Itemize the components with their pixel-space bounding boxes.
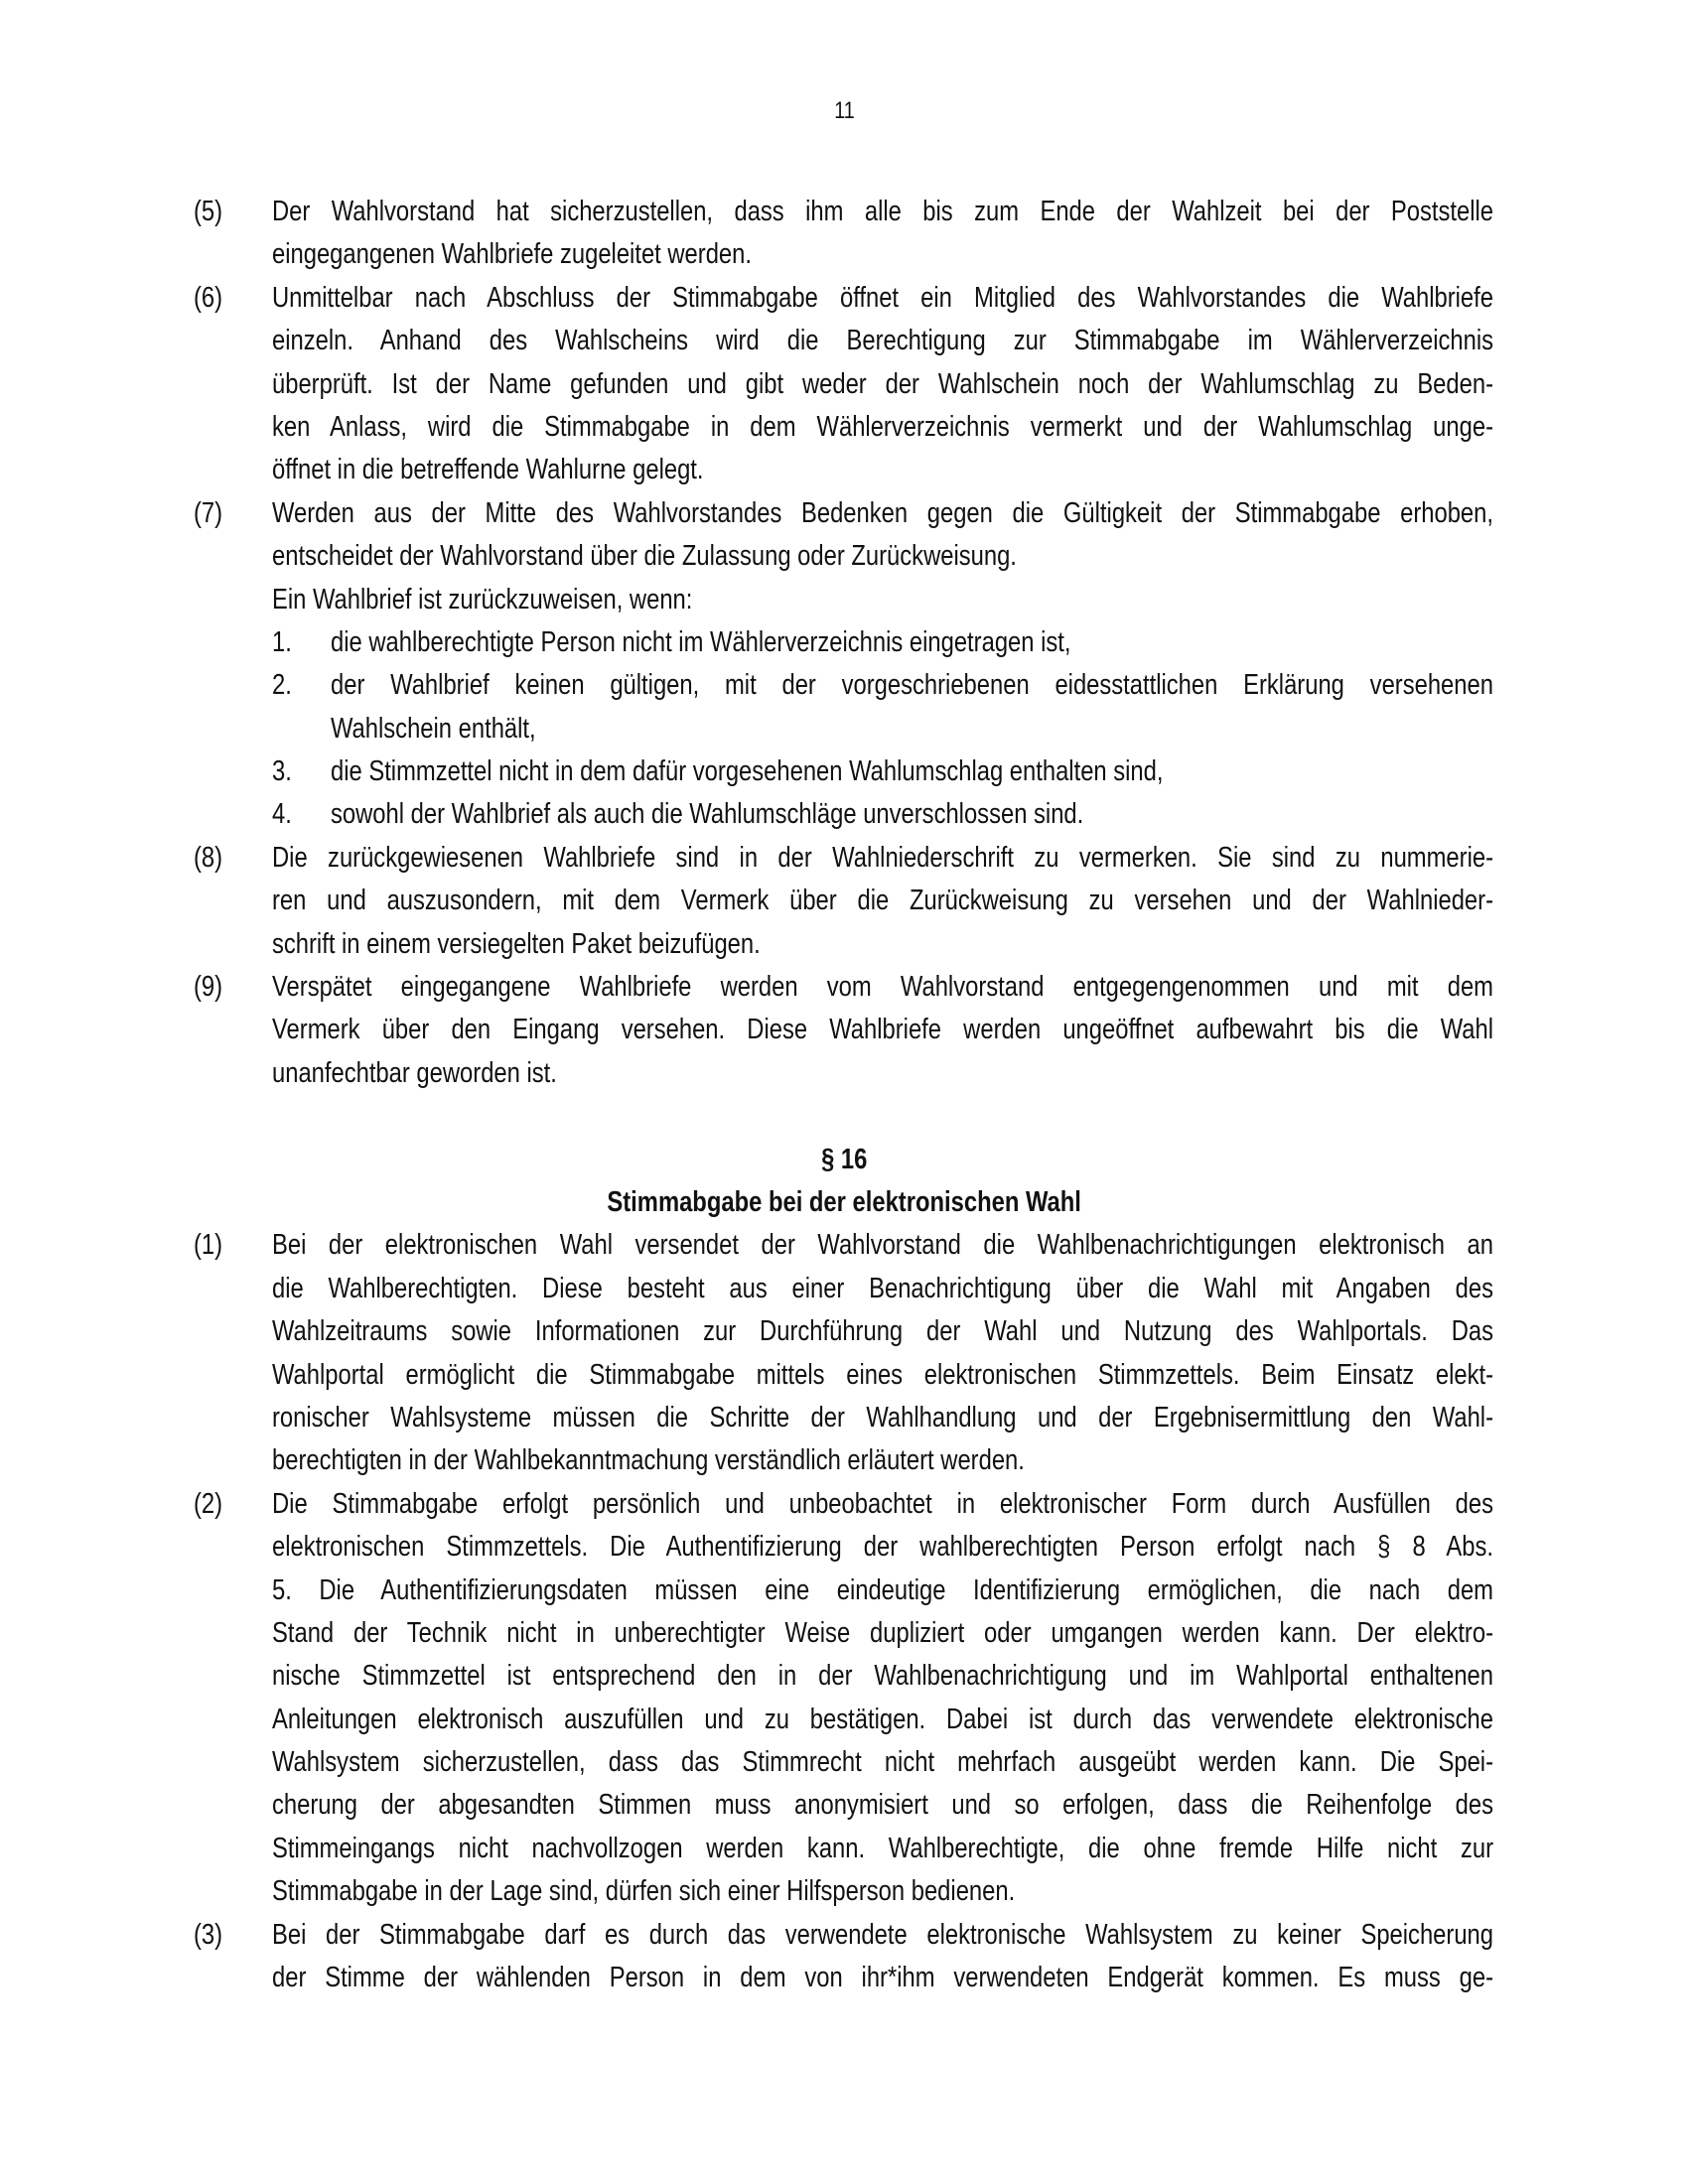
line-text: der Stimme der wählenden Person in dem von ihr*ihm verwendeten Endgerät kommen. Es muss ge- xyxy=(272,1962,1493,1994)
line-text: die wahlberechtigte Person nicht im Wählerverzeichnis eingetragen ist, xyxy=(331,625,1071,658)
text-line xyxy=(194,1224,1494,1267)
line-text: nische Stimmzettel ist entsprechend den in der Wahlbenachrichtigung und im Wahlportal enthaltenen xyxy=(272,1660,1493,1693)
text-line xyxy=(194,1009,1494,1051)
text-line xyxy=(194,233,1494,276)
line-text: einzeln. Anhand des Wahlscheins wird die Berechtigung zur Stimmabgabe im Wählerverzeichnis xyxy=(272,325,1493,357)
line-text: Unmittelbar nach Abschluss der Stimmabgabe öffnet ein Mitglied des Wahlvorstandes die Wahlbriefe xyxy=(272,281,1493,314)
line-text: Die zurückgewiesenen Wahlbriefe sind in der Wahlniederschrift zu vermerken. Sie sind zu nummerie- xyxy=(272,841,1493,874)
text-line xyxy=(194,1268,1494,1310)
text-line xyxy=(194,1052,1494,1095)
text-line xyxy=(194,1870,1494,1913)
text-line xyxy=(194,1914,1494,1957)
text-line xyxy=(194,363,1494,406)
spacer xyxy=(194,1095,1494,1138)
line-text: öffnet in die betreffende Wahlurne gelegt. xyxy=(272,454,704,486)
section-number xyxy=(0,1139,1688,1181)
line-text: Bei der Stimmabgabe darf es durch das verwendete elektronische Wahlsystem zu keiner Speicherung xyxy=(272,1918,1493,1951)
text-line xyxy=(194,664,1494,707)
text-line xyxy=(194,449,1494,491)
section-title xyxy=(0,1181,1688,1224)
text-line xyxy=(194,1397,1494,1439)
line-text: die Wahlberechtigten. Diese besteht aus einer Benachrichtigung über die Wahl mit Angaben des xyxy=(272,1272,1493,1304)
list-number: 4. xyxy=(272,798,292,831)
line-text: cherung der abgesandten Stimmen muss anonymisiert und so erfolgen, dass die Reihenfolge des xyxy=(272,1789,1493,1822)
text-line xyxy=(194,535,1494,578)
text-line xyxy=(194,1612,1494,1655)
line-text: elektronischen Stimmzettels. Die Authentifizierung der wahlberechtigten Person erfolgt nach § 8 Abs. xyxy=(272,1531,1493,1564)
text-line xyxy=(194,1483,1494,1526)
line-text: Stimmabgabe in der Lage sind, dürfen sich einer Hilfsperson bedienen. xyxy=(272,1875,1016,1908)
text-line xyxy=(194,1655,1494,1698)
line-text: Bei der elektronischen Wahl versendet der Wahlvorstand die Wahlbenachrichtigungen elektronisch an xyxy=(272,1229,1493,1262)
text-line xyxy=(194,406,1494,449)
line-text: Wahlportal ermöglicht die Stimmabgabe mittels eines elektronischen Stimmzettels. Beim Einsatz elekt- xyxy=(272,1358,1493,1391)
line-text: ronischer Wahlsysteme müssen die Schritte der Wahlhandlung und der Ergebnisermittlung den Wahl- xyxy=(272,1401,1493,1433)
text-line xyxy=(194,1570,1494,1612)
paragraph-number: (1) xyxy=(194,1229,223,1262)
text-line xyxy=(194,320,1494,362)
text-line xyxy=(194,1354,1494,1397)
line-text: Ein Wahlbrief ist zurückzuweisen, wenn: xyxy=(272,583,693,615)
line-text: Werden aus der Mitte des Wahlvorstandes Bedenken gegen die Gültigkeit der Stimmabgabe erhoben, xyxy=(272,496,1493,529)
text-line xyxy=(194,1310,1494,1353)
line-text: Wahlschein enthält, xyxy=(331,712,536,745)
text-line xyxy=(194,751,1494,793)
paragraph-number: (8) xyxy=(194,841,223,874)
text-line xyxy=(194,1828,1494,1870)
text-line xyxy=(194,1957,1494,1999)
section-title-text: Stimmabgabe bei der elektronischen Wahl xyxy=(607,1185,1081,1218)
text-line xyxy=(194,1784,1494,1827)
line-text: Wahlsystem sicherzustellen, dass das Stimmrecht nicht mehrfach ausgeübt werden kann. Die Spei- xyxy=(272,1746,1493,1779)
line-text: entscheidet der Wahlvorstand über die Zulassung oder Zurückweisung. xyxy=(272,540,1017,573)
text-line xyxy=(194,492,1494,535)
line-text: sowohl der Wahlbrief als auch die Wahlumschläge unverschlossen sind. xyxy=(331,798,1084,831)
text-line xyxy=(194,708,1494,751)
text-line xyxy=(194,1741,1494,1784)
text-line xyxy=(194,1526,1494,1569)
text-line xyxy=(194,966,1494,1009)
line-text: berechtigten in der Wahlbekanntmachung verständlich erläutert werden. xyxy=(272,1444,1025,1477)
text-line xyxy=(194,1699,1494,1741)
line-text: Verspätet eingegangene Wahlbriefe werden vom Wahlvorstand entgegengenommen und mit dem xyxy=(272,971,1493,1004)
line-text: Stand der Technik nicht in unberechtigter Weise dupliziert oder umgangen werden kann. Der elektro- xyxy=(272,1616,1493,1649)
line-text: der Wahlbrief keinen gültigen, mit der vorgeschriebenen eidesstattlichen Erklärung versehenen xyxy=(331,669,1493,702)
text-line xyxy=(194,1439,1494,1482)
text-line xyxy=(194,579,1494,621)
line-text: 5. Die Authentifizierungsdaten müssen eine eindeutige Identifizierung ermöglichen, die nach dem xyxy=(272,1573,1493,1606)
line-text: unanfechtbar geworden ist. xyxy=(272,1056,557,1089)
document-body xyxy=(194,191,1494,1999)
line-text: Anleitungen elektronisch auszufüllen und zu bestätigen. Dabei ist durch das verwendete elektronische xyxy=(272,1703,1493,1735)
paragraph-number: (9) xyxy=(194,971,223,1004)
text-line xyxy=(194,793,1494,836)
text-line xyxy=(194,880,1494,922)
list-number: 1. xyxy=(272,625,292,658)
paragraph-number: (2) xyxy=(194,1487,223,1520)
text-line xyxy=(194,837,1494,880)
line-text: Der Wahlvorstand hat sicherzustellen, dass ihm alle bis zum Ende der Wahlzeit bei der Poststelle xyxy=(272,196,1493,227)
line-text: Die Stimmabgabe erfolgt persönlich und unbeobachtet in elektronischer Form durch Ausfüllen des xyxy=(272,1487,1493,1520)
line-text: Vermerk über den Eingang versehen. Diese Wahlbriefe werden ungeöffnet aufbewahrt bis die Wahl xyxy=(272,1014,1493,1046)
text-line xyxy=(194,277,1494,320)
paragraph-number: (3) xyxy=(194,1918,223,1951)
text-line xyxy=(194,191,1494,233)
paragraph-number: (6) xyxy=(194,281,223,314)
line-text: überprüft. Ist der Name gefunden und gibt weder der Wahlschein noch der Wahlumschlag zu Beden- xyxy=(272,367,1493,400)
line-text: Stimmeingangs nicht nachvollzogen werden kann. Wahlberechtigte, die ohne fremde Hilfe nicht zur xyxy=(272,1832,1493,1864)
line-text: ren und auszusondern, mit dem Vermerk über die Zurückweisung zu versehen und der Wahlnieder- xyxy=(272,885,1493,917)
list-number: 2. xyxy=(272,669,292,702)
line-text: die Stimmzettel nicht in dem dafür vorgesehenen Wahlumschlag enthalten sind, xyxy=(331,755,1164,788)
line-text: Wahlzeitraums sowie Informationen zur Durchführung der Wahl und Nutzung des Wahlportals. Das xyxy=(272,1315,1493,1348)
text-line xyxy=(194,923,1494,966)
page-number: 11 xyxy=(833,97,855,124)
paragraph-number: (5) xyxy=(194,196,223,227)
paragraph-number: (7) xyxy=(194,496,223,529)
line-text: schrift in einem versiegelten Paket beizufügen. xyxy=(272,927,761,960)
text-line xyxy=(194,621,1494,664)
line-text: eingegangenen Wahlbriefe zugeleitet werden. xyxy=(272,238,752,271)
line-text: ken Anlass, wird die Stimmabgabe in dem Wählerverzeichnis vermerkt und der Wahlumschlag unge- xyxy=(272,410,1493,443)
section-number-text: § 16 xyxy=(820,1143,868,1175)
list-number: 3. xyxy=(272,755,292,788)
